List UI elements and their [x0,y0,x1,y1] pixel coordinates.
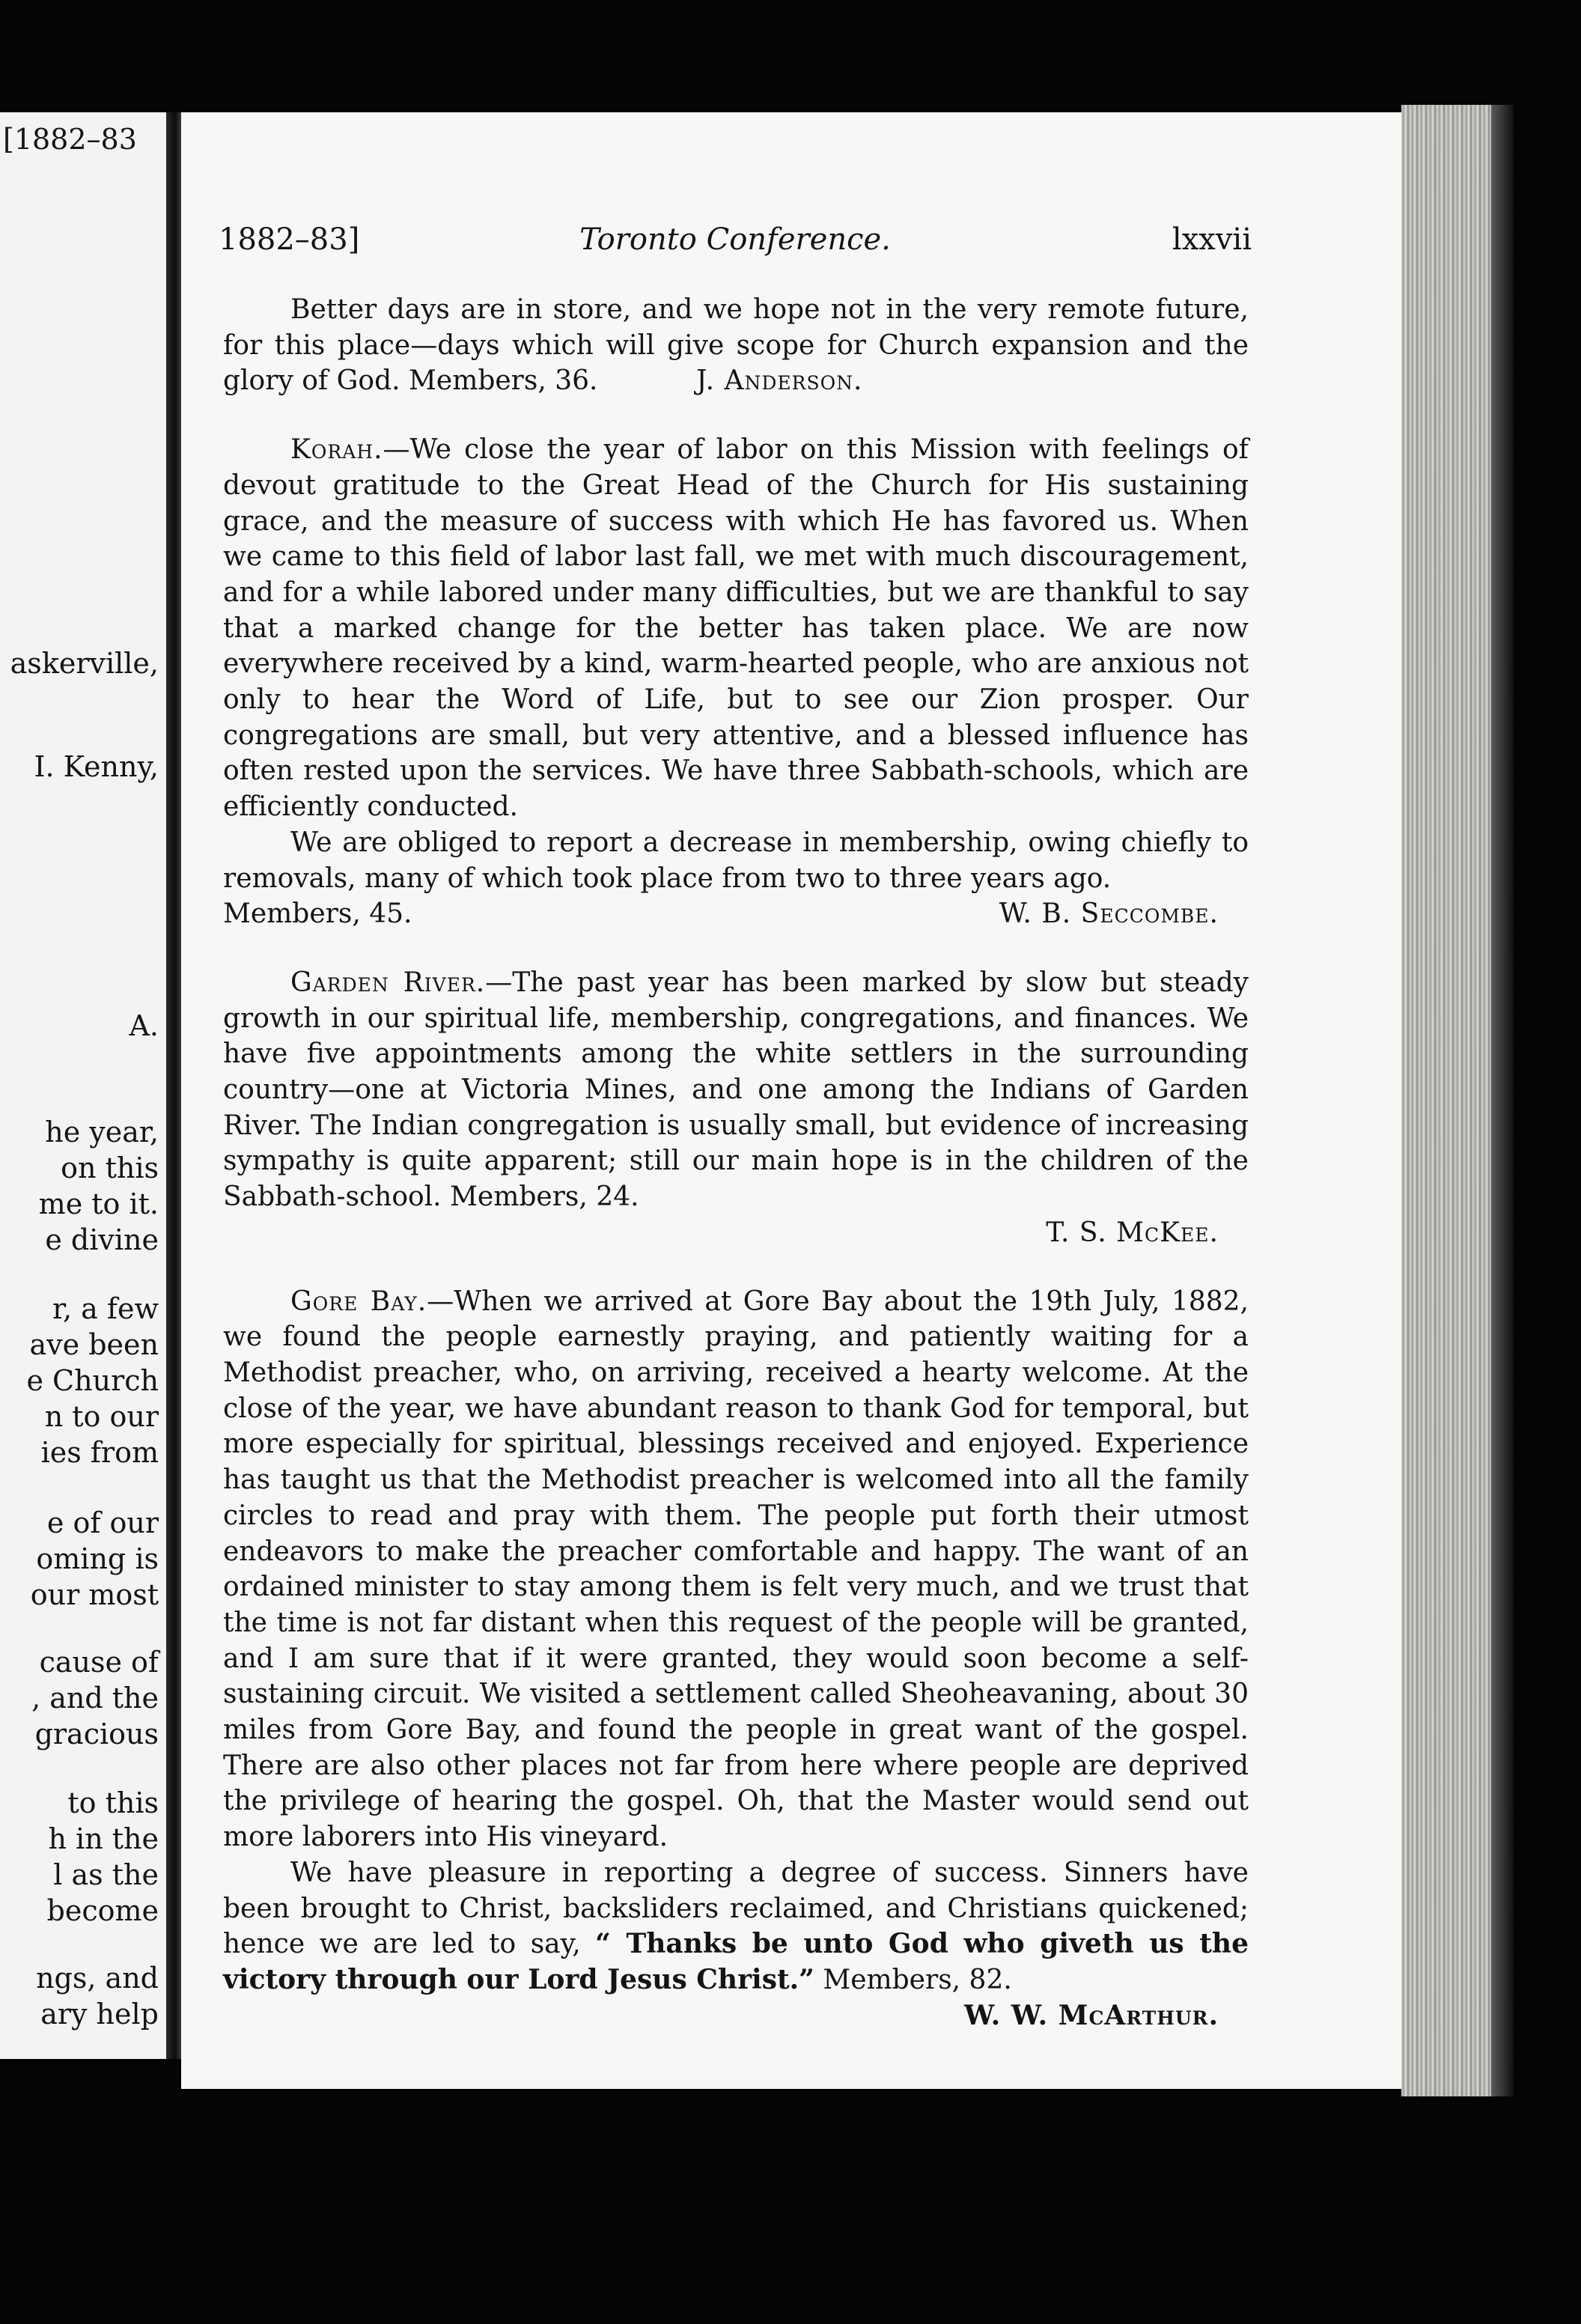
gore-bay-quote: “ Thanks be unto God who giveth us the victory through our Lord Jesus Christ.” [223,1928,1249,1995]
gore-bay-members: Members, 82. [823,1964,1012,1995]
garden-river-paragraph [223,965,1249,1215]
page-edges-shadow [1491,105,1514,2096]
korah-paragraph-2 [223,825,1249,896]
korah-text: —We close the year of labor on this Mission with feelings of devout gratitude to the Great Head of the Church for His sustaining grace, and the measure of success with which He has favored us. When we came to this field of labor last fall, we met with much discouragement, and for a while labored under many difficulties, but we are thankful to say that a marked change for the better has taken place. We are now everywhere received by a kind, warm-hearted people, who are anxious not only to hear the Word of Life, but to see our Zion prosper. Our congregations are small, but very attentive, and a blessed influence has often rested upon the services. We have three Sabbath-schools, which are efficiently conducted. [223,434,1249,823]
header-title: Toronto Conference. [579,222,891,257]
korah-heading: Korah. [290,434,383,466]
garden-river-heading: Garden River. [290,967,486,998]
left-page-line-fragment: become [46,1894,159,1927]
left-page-line-fragment: ies from [40,1436,159,1469]
left-page-line-fragment: h in the [48,1822,159,1855]
left-page-line-fragment: e Church [26,1364,159,1397]
garden-river-text: —The past year has been marked by slow but steady growth in our spiritual life, membership, congregations, and finances. We have five appointments among the white settlers in the surrounding country—one at Victoria Mines, and one among the Indians of Garden River. The Indian congregation is usually small, but evidence of increasing sympathy is quite apparent; still our main hope is in the children of the Sabbath-school. Members, 24. [223,967,1249,1213]
left-page-line-fragment: e divine [45,1223,159,1256]
left-page-fragment [0,112,166,2059]
page-number: lxxvii [1172,222,1252,257]
korah-signature: W. B. Seccombe. [999,898,1219,930]
intro-signature: J. Anderson. [695,365,863,397]
book-gutter [166,112,181,2059]
left-page-line-fragment: our most [30,1578,159,1611]
page-body [223,292,1249,2034]
garden-river-signature-line [223,1215,1249,1251]
gore-bay-paragraph [223,1284,1249,1855]
left-page-line-fragment: ngs, and [36,1962,159,1995]
garden-river-signature: T. S. McKee. [1046,1217,1219,1248]
korah-text-2: We are obliged to report a decrease in membership, owing chiefly to removals, many of which took place from two to three years ago. [223,827,1249,894]
right-page [181,112,1401,2089]
left-page-line-fragment: askerville, [10,647,159,680]
left-page-line-fragment: on this [61,1152,159,1184]
intro-text: Better days are in store, and we hope not in the very remote future, for this place—days which will give scope for Church expansion and the glory of God. Members, 36. [223,294,1249,397]
gore-bay-text: —When we arrived at Gore Bay about the 19th July, 1882, we found the people earnestly praying, and patiently waiting for a Methodist preacher, who, on arriving, received a hearty welcome. At the close of the year, we have abundant reason to thank God for temporal, but more especially for spiritual, blessings received and enjoyed. Experience has taught us that the Methodist preacher is welcomed into all the family circles to read and pray with them. The people put forth their utmost endeavors to make the preacher comfortable and happy. The want of an ordained minister to stay among them is felt very much, and we trust that the time is not far distant when this request of the people will be granted, and I am sure that if it were granted, they would soon become a self-sustaining circuit. We visited a settlement called Sheoheavaning, about 30 miles from Gore Bay, and found the people in great want of the gospel. There are also other places not far from here where people are deprived the privilege of hearing the gospel. Oh, that the Master would send out more laborers into His vineyard. [223,1286,1249,1853]
left-page-line-fragment: l as the [53,1858,159,1891]
header-year-range: 1882–83] [219,222,360,257]
left-page-line-fragment: oming is [36,1542,159,1575]
gore-bay-signature: W. W. McArthur. [963,1999,1219,2031]
left-page-line-fragment: n to our [44,1400,159,1433]
intro-paragraph [223,292,1249,399]
left-page-line-fragment: , and the [31,1682,159,1715]
gore-bay-text-2a: We have pleasure in reporting a degree of success. Sinners have been brought to Christ, backsliders reclaimed, and Christians quickened; hence we are led to say, [223,1857,1249,1960]
left-page-line-fragment: e of our [46,1506,159,1539]
gore-bay-paragraph-2 [223,1855,1249,1998]
left-page-line-fragment: he year, [45,1116,159,1149]
left-page-line-fragment: r, a few [52,1292,159,1325]
left-page-line-fragment: gracious [34,1718,159,1750]
left-page-line-fragment: ary help [40,1998,159,2031]
left-page-line-fragment: I. Kenny, [34,750,159,783]
left-page-line-fragment: to this [67,1786,159,1819]
korah-members: Members, 45. [223,898,412,930]
gore-bay-heading: Gore Bay. [290,1286,427,1317]
left-page-line-fragment: me to it. [38,1187,159,1220]
korah-closing-line [223,896,1249,932]
left-page-line-fragment: A. [129,1009,159,1042]
page-edges [1401,105,1491,2096]
left-page-header: [1882–83 [3,123,137,156]
running-head [219,217,1252,262]
korah-paragraph [223,432,1249,825]
left-page-line-fragment: ave been [29,1328,159,1361]
left-page-line-fragment: cause of [39,1646,159,1679]
gore-bay-signature-line [223,1998,1249,2034]
